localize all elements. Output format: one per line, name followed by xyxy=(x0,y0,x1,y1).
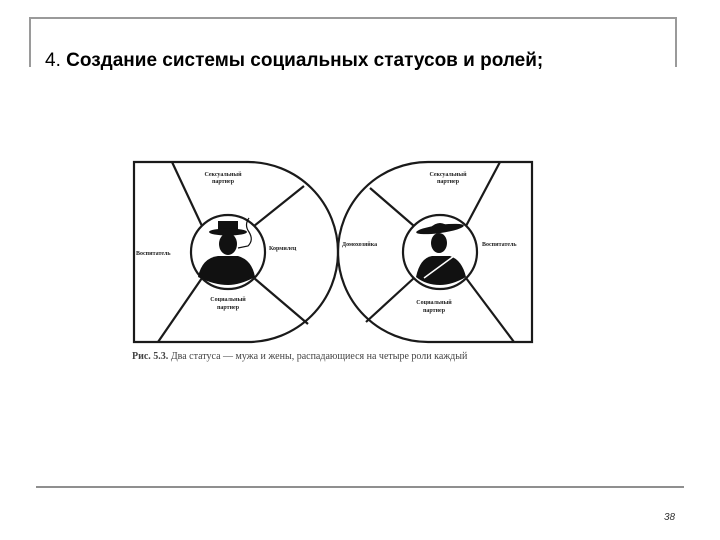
footer-divider xyxy=(36,486,684,488)
wife-role-left: Домохозяйка xyxy=(342,242,378,248)
diagram-caption xyxy=(132,350,552,363)
husband-divider-top-right xyxy=(254,186,304,226)
slide-frame-top xyxy=(29,17,677,19)
wife-divider-bottom-left xyxy=(366,278,414,322)
slide-frame-right xyxy=(675,17,677,67)
wife-role-bottom-line2: партнер xyxy=(422,308,446,314)
slide-title xyxy=(45,50,543,72)
husband-divider-bottom-right xyxy=(254,278,308,324)
wife-divider-top-left xyxy=(370,188,414,226)
caption-text: Два статуса — мужа и жены, распадающиеся на четыре роли каждый xyxy=(170,351,468,362)
husband-role-left: Воспитатель xyxy=(136,251,171,257)
caption-figure-label: Рис. 5.3. xyxy=(132,351,169,362)
husband-role-bottom-line1: Социальный xyxy=(210,297,246,303)
status-roles-diagram xyxy=(128,158,538,348)
husband-role-right: Кормилец xyxy=(269,246,297,252)
husband-divider-bottom-left xyxy=(158,278,202,342)
husband-role-top-line2: партнер xyxy=(211,179,235,185)
husband-role-bottom-line2: партнер xyxy=(216,305,240,311)
husband-role-top-line1: Сексуальный xyxy=(204,172,242,178)
page-number: 38 xyxy=(664,512,676,523)
husband-divider-top-left xyxy=(172,162,202,226)
wife-divider-top-right xyxy=(466,162,500,226)
wife-role-top-line2: партнер xyxy=(436,179,460,185)
wife-role-top-line1: Сексуальный xyxy=(429,172,467,178)
wife-role-bottom-line1: Социальный xyxy=(416,300,452,306)
wife-divider-bottom-right xyxy=(466,278,514,342)
wife-status-panel xyxy=(338,162,532,342)
wife-role-right: Воспитатель xyxy=(482,242,517,248)
title-text: Создание системы социальных статусов и ролей; xyxy=(66,50,544,71)
slide-frame-left xyxy=(29,17,31,67)
title-number: 4. xyxy=(45,50,61,71)
